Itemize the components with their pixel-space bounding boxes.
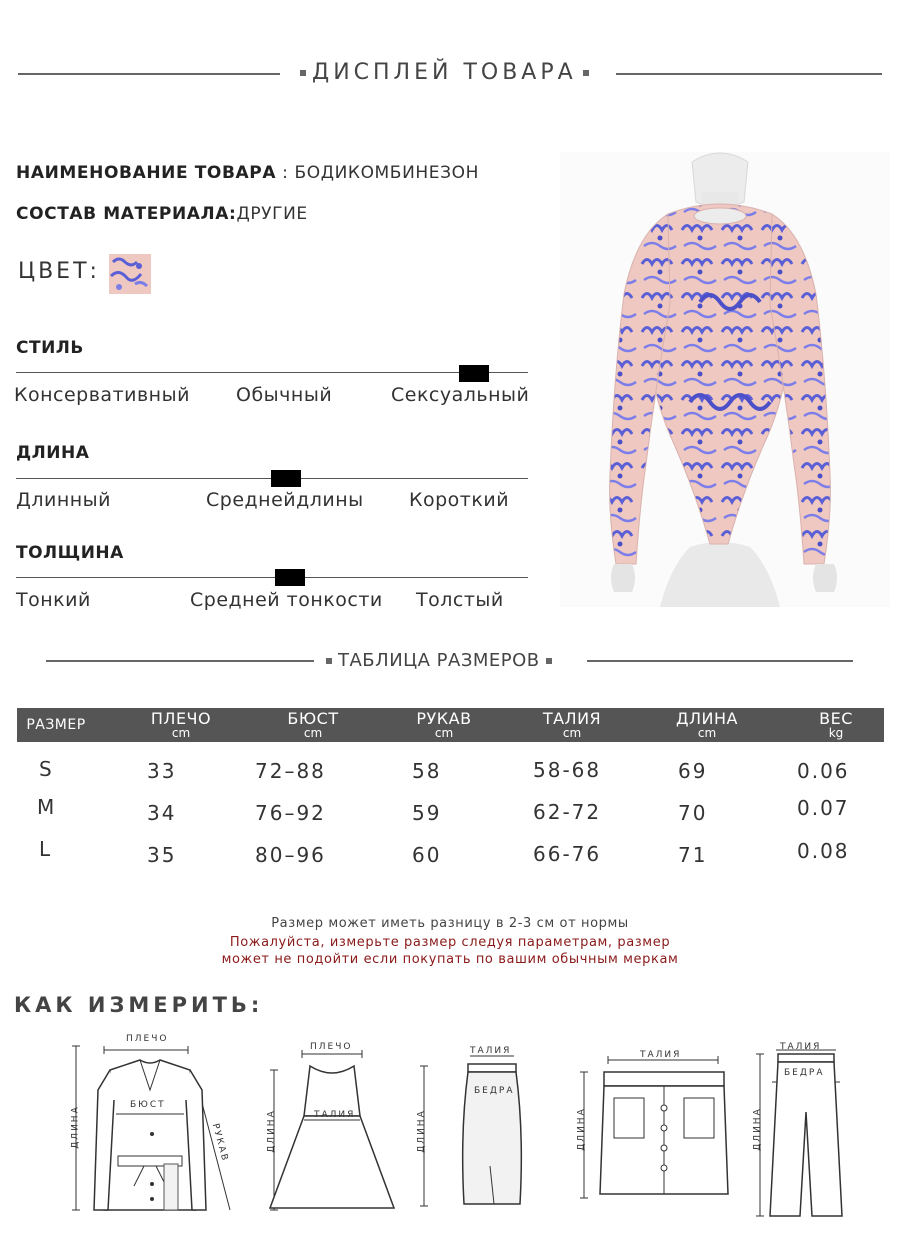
label-waist: ТАЛИЯ (780, 1042, 822, 1052)
label-hips: БЕДРА (474, 1086, 515, 1096)
note-measure-warning-1: Пожалуйста, измерьте размер следуя параметрам, размер (229, 935, 671, 950)
col-length (659, 711, 755, 739)
color-label: ЦВЕТ: (18, 259, 100, 284)
label-length: ДЛИНА (70, 1105, 81, 1149)
table-cell: 59 (412, 801, 442, 825)
col-shoulder-unit: cm (171, 726, 191, 740)
table-cell: 0.06 (797, 759, 850, 783)
table-cell: 35 (147, 843, 177, 867)
label-hips: БЕДРА (784, 1068, 825, 1078)
label-shoulder: ПЛЕЧО (126, 1034, 169, 1044)
col-shoulder-label: ПЛЕЧО (150, 709, 212, 728)
table-cell: 58-68 (533, 758, 602, 782)
style-scale-track (16, 372, 528, 373)
length-option-long: Длинный (16, 489, 112, 511)
col-waist (524, 711, 620, 739)
col-weight-label: ВЕС (819, 709, 853, 728)
style-scale-marker (459, 365, 489, 382)
table-cell: 0.07 (797, 796, 850, 820)
product-photo (560, 152, 890, 607)
size-table-header (17, 708, 884, 742)
thickness-scale-track (16, 577, 528, 578)
material-line (16, 204, 308, 224)
label-length: ДЛИНА (576, 1107, 587, 1151)
square-bullet-icon (326, 658, 332, 664)
header-title-text: ДИСПЛЕЙ ТОВАРА (312, 60, 577, 85)
shorts-measure-diagram (568, 1048, 748, 1204)
label-shoulder: ПЛЕЧО (310, 1042, 353, 1052)
product-name-line (16, 163, 479, 183)
square-bullet-icon (300, 70, 306, 76)
table-cell: 72–88 (255, 759, 326, 783)
thickness-option-thick: Толстый (416, 589, 504, 611)
col-weight-unit: kg (828, 726, 844, 740)
size-table-title-text: ТАБЛИЦА РАЗМЕРОВ (338, 650, 540, 671)
skirt-measure-diagram (414, 1046, 534, 1216)
table-cell: 60 (412, 843, 442, 867)
header-rule-left (18, 73, 280, 75)
col-waist-unit: cm (562, 726, 582, 740)
jacket-measure-diagram (60, 1034, 240, 1220)
trousers-measure-diagram (750, 1040, 850, 1224)
length-option-short: Короткий (409, 489, 510, 511)
col-sleeve-unit: cm (434, 726, 454, 740)
table-cell: 58 (412, 759, 442, 783)
style-option-conservative: Консервативный (14, 384, 190, 406)
material-label: СОСТАВ МАТЕРИАЛА: (16, 204, 237, 224)
style-option-sexy: Сексуальный (391, 384, 530, 406)
col-size (17, 718, 95, 732)
style-scale-title: СТИЛЬ (16, 338, 84, 358)
label-length: ДЛИНА (416, 1109, 427, 1153)
col-waist-label: ТАЛИЯ (542, 709, 602, 728)
table-cell: 76–92 (255, 801, 326, 825)
col-bust (265, 711, 361, 739)
table-cell: 71 (678, 843, 708, 867)
col-length-label: ДЛИНА (676, 709, 738, 728)
length-option-medium: Среднейдлины (206, 489, 364, 511)
product-name-label: НАИМЕНОВАНИЕ ТОВАРА (16, 163, 277, 183)
label-length: ДЛИНА (266, 1109, 277, 1153)
thickness-option-medium: Средней тонкости (190, 589, 383, 611)
size-table-title (320, 650, 558, 671)
thickness-scale-title: ТОЛЩИНА (16, 543, 124, 563)
table-cell: 0.08 (797, 839, 850, 863)
table-cell: S (39, 757, 54, 781)
table-rule-left (46, 660, 314, 662)
label-bust: БЮСТ (130, 1100, 166, 1110)
col-sleeve (396, 711, 492, 739)
table-cell: L (39, 837, 53, 861)
table-cell: 62-72 (533, 800, 602, 824)
style-option-normal: Обычный (236, 384, 333, 406)
table-cell: 66-76 (533, 842, 602, 866)
header-title (294, 60, 595, 85)
label-sleeve: РУКАВ (209, 1122, 230, 1164)
length-scale-title: ДЛИНА (16, 443, 90, 463)
col-bust-label: БЮСТ (287, 709, 339, 728)
table-rule-right (587, 660, 853, 662)
table-cell: 70 (678, 801, 708, 825)
note-size-difference: Размер может иметь разницу в 2-3 см от нормы (271, 916, 629, 931)
header-rule-right (616, 73, 882, 75)
color-swatch (109, 254, 151, 294)
label-length: ДЛИНА (752, 1107, 763, 1151)
col-size-label: РАЗМЕР (26, 717, 86, 733)
how-to-measure-title: КАК ИЗМЕРИТЬ: (14, 993, 264, 1017)
length-scale-marker (271, 470, 301, 487)
dress-measure-diagram (262, 1040, 412, 1220)
product-name-sep: : (276, 163, 295, 183)
table-cell: 80–96 (255, 843, 326, 867)
label-waist: ТАЛИЯ (314, 1110, 356, 1120)
col-weight (788, 711, 884, 739)
table-cell: 69 (678, 759, 708, 783)
col-sleeve-label: РУКАВ (416, 709, 472, 728)
label-waist: ТАЛИЯ (640, 1050, 682, 1060)
table-cell: M (37, 795, 57, 819)
thickness-scale-marker (275, 569, 305, 586)
col-shoulder (133, 711, 229, 739)
table-cell: 34 (147, 801, 177, 825)
square-bullet-icon (546, 658, 552, 664)
col-length-unit: cm (697, 726, 717, 740)
square-bullet-icon (583, 70, 589, 76)
product-name-value: БОДИКОМБИНЕЗОН (294, 163, 479, 183)
table-cell: 33 (147, 759, 177, 783)
col-bust-unit: cm (303, 726, 323, 740)
label-waist: ТАЛИЯ (470, 1046, 512, 1056)
material-value: ДРУГИЕ (236, 204, 308, 224)
thickness-option-thin: Тонкий (16, 589, 91, 611)
note-measure-warning-2: может не подойти если покупать по вашим обычным меркам (221, 952, 679, 967)
